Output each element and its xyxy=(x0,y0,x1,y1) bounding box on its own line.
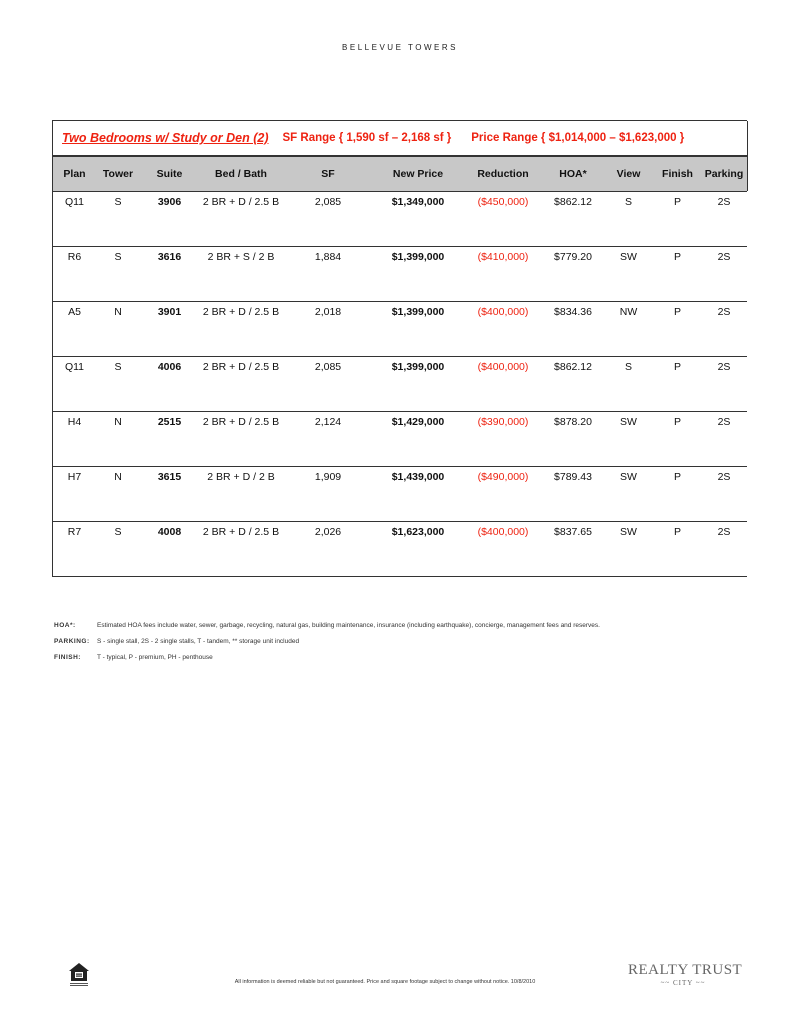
table-cell-tower: N xyxy=(114,306,122,318)
column-header: New Price xyxy=(392,168,444,180)
column-header: Suite xyxy=(156,168,183,180)
table-cell-bed-bath: 2 BR + D / 2.5 B xyxy=(202,526,280,538)
table-cell-suite: 4008 xyxy=(157,526,182,538)
table-cell-bed-bath: 2 BR + S / 2 B xyxy=(207,251,275,263)
table-cell-plan: Q11 xyxy=(64,361,85,373)
table-cell-reduction: ($400,000) xyxy=(477,361,529,373)
table-cell-suite: 3901 xyxy=(157,306,182,318)
table-row xyxy=(53,247,747,302)
table-cell-reduction: ($400,000) xyxy=(477,526,529,538)
table-cell-bed-bath: 2 BR + D / 2.5 B xyxy=(202,306,280,318)
table-cell-hoa: $862.12 xyxy=(554,196,592,208)
table-cell-suite: 3906 xyxy=(157,196,182,208)
table-cell-new-price: $1,439,000 xyxy=(391,471,445,483)
column-header: Plan xyxy=(63,168,86,180)
table-cell-sf: 1,909 xyxy=(314,471,342,483)
table-cell-parking: 2S xyxy=(717,196,731,208)
table-cell-tower: S xyxy=(114,251,122,263)
note-item xyxy=(54,638,754,654)
section-title: Two Bedrooms w/ Study or Den (2) xyxy=(62,131,269,145)
table-header xyxy=(53,157,747,192)
table-cell-suite: 3615 xyxy=(157,471,182,483)
table-cell-parking: 2S xyxy=(717,471,731,483)
table-cell-tower: S xyxy=(114,196,122,208)
realty-trust-logo xyxy=(628,962,743,987)
table-cell-view: NW xyxy=(619,306,638,318)
column-header: Tower xyxy=(102,168,134,180)
table-cell-new-price: $1,349,000 xyxy=(391,196,445,208)
table-cell-plan: H7 xyxy=(67,471,82,483)
table-cell-finish: P xyxy=(673,471,681,483)
table-cell-hoa: $878.20 xyxy=(554,416,592,428)
table-cell-tower: S xyxy=(114,526,122,538)
note-item xyxy=(54,654,754,670)
table-cell-new-price: $1,399,000 xyxy=(391,251,445,263)
table-cell-view: SW xyxy=(620,416,637,428)
table-cell-sf: 1,884 xyxy=(314,251,342,263)
table-cell-reduction: ($450,000) xyxy=(477,196,529,208)
column-header: HOA* xyxy=(559,168,587,180)
table-cell-new-price: $1,399,000 xyxy=(391,306,445,318)
table-cell-view: S xyxy=(624,361,632,373)
disclaimer: All information is deemed reliable but not guaranteed. Price and square footage subject to change without notice. 10/8/2010 xyxy=(234,979,536,985)
table-cell-view: SW xyxy=(620,471,637,483)
table-row xyxy=(53,192,747,247)
equal-housing-icon xyxy=(68,962,90,988)
column-header: Reduction xyxy=(477,168,529,180)
note-text: Estimated HOA fees include water, sewer, garbage, recycling, natural gas, building maintenance, insurance (including earthquake), concierge, management fees and reserves. xyxy=(97,622,600,629)
table-cell-parking: 2S xyxy=(717,361,731,373)
brand-title: BELLEVUE TOWERS xyxy=(342,43,458,52)
table-row xyxy=(53,357,747,412)
table-cell-finish: P xyxy=(673,251,681,263)
notes xyxy=(54,622,754,670)
table-body xyxy=(53,192,747,576)
note-key: FINISH: xyxy=(54,654,81,661)
table-cell-new-price: $1,623,000 xyxy=(391,526,445,538)
pricing-table xyxy=(52,120,747,577)
table-row xyxy=(53,467,747,522)
table-cell-sf: 2,085 xyxy=(314,196,342,208)
note-text: T - typical, P - premium, PH - penthouse xyxy=(97,654,213,661)
table-cell-finish: P xyxy=(673,361,681,373)
note-text: S - single stall, 2S - 2 single stalls, T - tandem, ** storage unit included xyxy=(97,638,300,645)
note-item xyxy=(54,622,754,638)
price-range: Price Range { $1,014,000 – $1,623,000 } xyxy=(471,132,685,144)
table-cell-view: SW xyxy=(620,251,637,263)
table-cell-reduction: ($400,000) xyxy=(477,306,529,318)
table-cell-parking: 2S xyxy=(717,526,731,538)
note-key: HOA*: xyxy=(54,622,76,629)
table-cell-bed-bath: 2 BR + D / 2.5 B xyxy=(202,361,280,373)
table-cell-hoa: $834.36 xyxy=(554,306,592,318)
table-cell-parking: 2S xyxy=(717,251,731,263)
table-cell-sf: 2,018 xyxy=(314,306,342,318)
table-cell-reduction: ($490,000) xyxy=(477,471,529,483)
table-cell-bed-bath: 2 BR + D / 2.5 B xyxy=(202,196,280,208)
table-cell-plan: A5 xyxy=(68,306,81,318)
column-header: SF xyxy=(321,168,335,180)
table-cell-suite: 4006 xyxy=(157,361,182,373)
note-key: PARKING: xyxy=(54,638,90,645)
column-header: Parking xyxy=(704,168,744,180)
table-cell-reduction: ($410,000) xyxy=(477,251,529,263)
table-row xyxy=(53,412,747,467)
table-cell-bed-bath: 2 BR + D / 2 B xyxy=(207,471,275,483)
table-cell-plan: Q11 xyxy=(64,196,85,208)
table-cell-plan: R7 xyxy=(67,526,82,538)
sf-range: SF Range { 1,590 sf – 2,168 sf } xyxy=(282,132,452,144)
table-cell-tower: S xyxy=(114,361,122,373)
table-cell-sf: 2,085 xyxy=(314,361,342,373)
logo-line-1: REALTY TRUST xyxy=(628,962,743,978)
column-header: Bed / Bath xyxy=(215,168,267,180)
table-cell-sf: 2,026 xyxy=(314,526,342,538)
table-cell-finish: P xyxy=(673,306,681,318)
table-cell-view: S xyxy=(624,196,632,208)
table-cell-plan: H4 xyxy=(67,416,82,428)
table-cell-suite: 2515 xyxy=(157,416,182,428)
table-cell-view: SW xyxy=(620,526,637,538)
logo-line-2: ~~ CITY ~~ xyxy=(660,979,706,987)
table-cell-tower: N xyxy=(114,416,122,428)
column-header: Finish xyxy=(662,168,693,180)
section-title-bar xyxy=(53,121,747,157)
table-cell-hoa: $789.43 xyxy=(554,471,592,483)
table-cell-hoa: $862.12 xyxy=(554,361,592,373)
table-row xyxy=(53,522,747,576)
table-cell-reduction: ($390,000) xyxy=(477,416,529,428)
table-cell-parking: 2S xyxy=(717,416,731,428)
table-cell-parking: 2S xyxy=(717,306,731,318)
logo-city: CITY xyxy=(672,979,694,987)
table-cell-bed-bath: 2 BR + D / 2.5 B xyxy=(202,416,280,428)
table-cell-sf: 2,124 xyxy=(314,416,342,428)
table-cell-hoa: $837.65 xyxy=(554,526,592,538)
table-cell-new-price: $1,399,000 xyxy=(391,361,445,373)
table-cell-plan: R6 xyxy=(67,251,82,263)
table-cell-tower: N xyxy=(114,471,122,483)
table-row xyxy=(53,302,747,357)
table-cell-finish: P xyxy=(673,416,681,428)
table-cell-suite: 3616 xyxy=(157,251,182,263)
table-cell-new-price: $1,429,000 xyxy=(391,416,445,428)
table-cell-hoa: $779.20 xyxy=(554,251,592,263)
table-cell-finish: P xyxy=(673,196,681,208)
table-cell-finish: P xyxy=(673,526,681,538)
column-header: View xyxy=(616,168,641,180)
